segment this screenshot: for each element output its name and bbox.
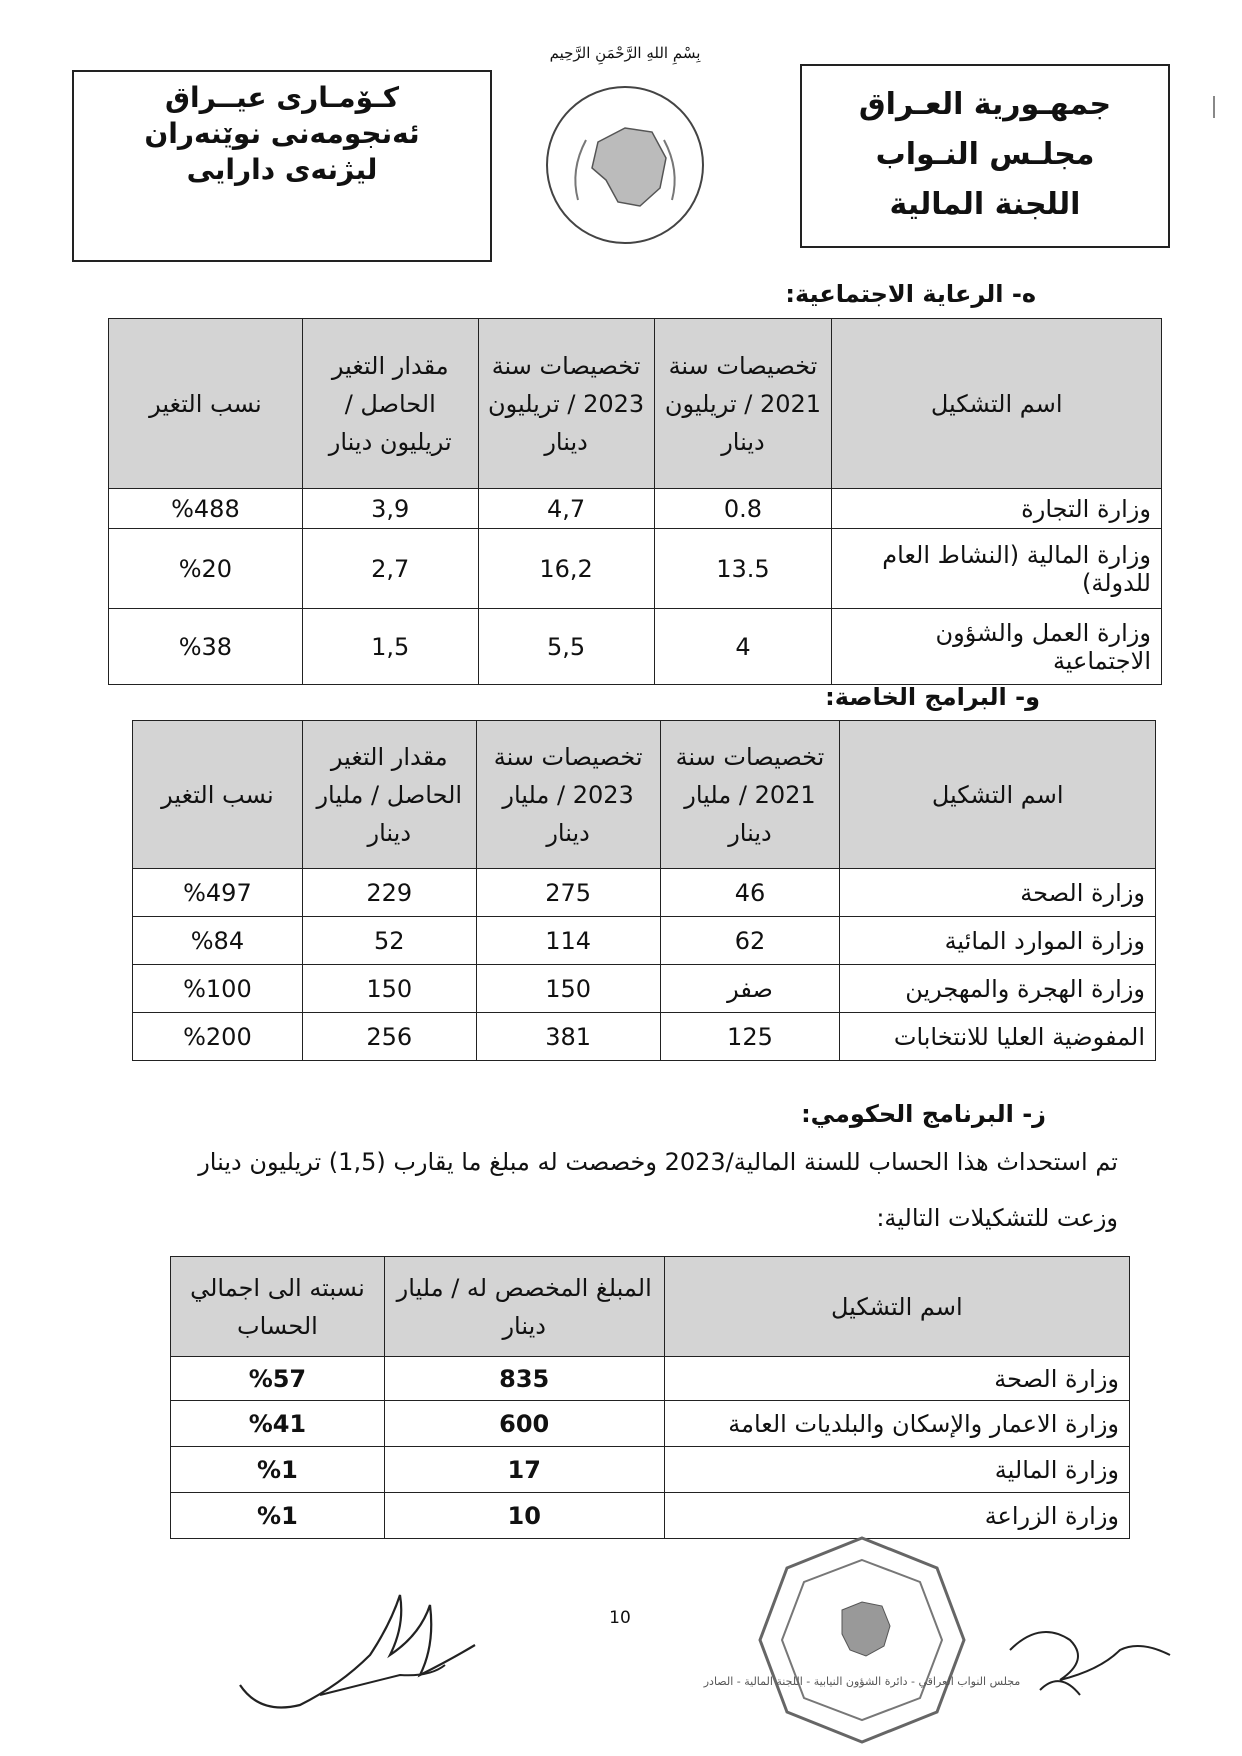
header-right-line-1: جمهـورية العـراق <box>858 87 1112 122</box>
header-cell: اسم التشكيل <box>840 721 1156 869</box>
cell-2023: 16,2 <box>478 529 654 609</box>
social-welfare-table <box>108 318 1162 685</box>
table-row <box>133 917 1156 965</box>
table-header-row <box>133 721 1156 869</box>
margin-mark <box>1213 96 1215 118</box>
header-left-line-1: كـۆمـارى عيــراق <box>164 81 400 114</box>
cell-name: وزارة الهجرة والمهجرين <box>840 965 1156 1013</box>
cell-pct: %1 <box>171 1493 385 1539</box>
header-cell: تخصيصات سنة 2021 / تريليون دينار <box>654 319 832 489</box>
cell-pct: %488 <box>109 489 303 529</box>
table-row <box>133 965 1156 1013</box>
stamp-text: مجلس النواب العراقي - دائرة الشؤون النيابية - اللجنة المالية - الصادر <box>703 1675 1021 1688</box>
cell-pct: %41 <box>171 1401 385 1447</box>
cell-2023: 381 <box>476 1013 660 1061</box>
cell-2021: 125 <box>660 1013 840 1061</box>
cell-pct: %84 <box>133 917 303 965</box>
cell-name: وزارة الموارد المائية <box>840 917 1156 965</box>
cell-change: 52 <box>302 917 476 965</box>
header-cell: اسم التشكيل <box>664 1257 1129 1357</box>
cell-name: وزارة العمل والشؤون الاجتماعية <box>832 609 1162 685</box>
header-right-box <box>800 64 1170 248</box>
header-left-line-2: ئەنجومەنى نوێنەران <box>144 117 420 150</box>
cell-name: وزارة المالية (النشاط العام للدولة) <box>832 529 1162 609</box>
cell-pct: %100 <box>133 965 303 1013</box>
cell-name: وزارة الاعمار والإسكان والبلديات العامة <box>664 1401 1129 1447</box>
signature-left <box>230 1565 490 1735</box>
header-cell: تخصيصات سنة 2023 / تريليون دينار <box>478 319 654 489</box>
cell-pct: %38 <box>109 609 303 685</box>
section-w-title: و- البرامج الخاصة: <box>825 683 1040 711</box>
table-row <box>109 529 1162 609</box>
cell-change: 3,9 <box>302 489 478 529</box>
table-header-row <box>171 1257 1130 1357</box>
cell-pct: %20 <box>109 529 303 609</box>
table-row <box>133 1013 1156 1061</box>
cell-2021: 46 <box>660 869 840 917</box>
cell-2023: 114 <box>476 917 660 965</box>
basmala: بِسْمِ اللهِ الرَّحْمَنِ الرَّحِيم <box>549 44 701 62</box>
header-left-line-3: لیژنەی دارایی <box>186 153 378 186</box>
cell-2021: صفر <box>660 965 840 1013</box>
parliament-emblem <box>540 80 710 250</box>
table-row <box>133 869 1156 917</box>
cell-change: 150 <box>302 965 476 1013</box>
cell-2021: 0.8 <box>654 489 832 529</box>
cell-pct: %57 <box>171 1357 385 1401</box>
cell-name: وزارة الصحة <box>840 869 1156 917</box>
cell-2023: 150 <box>476 965 660 1013</box>
page-number: 10 <box>609 1608 631 1628</box>
header-cell: تخصيصات سنة 2023 / مليار دينار <box>476 721 660 869</box>
section-z-title: ز- البرنامج الحكومي: <box>801 1100 1046 1128</box>
special-programs-table <box>132 720 1156 1061</box>
cell-name: المفوضية العليا للانتخابات <box>840 1013 1156 1061</box>
government-program-table <box>170 1256 1130 1539</box>
cell-change: 2,7 <box>302 529 478 609</box>
cell-pct: %497 <box>133 869 303 917</box>
cell-pct: %200 <box>133 1013 303 1061</box>
header-cell: مقدار التغير الحاصل / مليار دينار <box>302 721 476 869</box>
cell-pct: %1 <box>171 1447 385 1493</box>
section-h-title: ه- الرعاية الاجتماعية: <box>785 280 1036 308</box>
cell-2021: 62 <box>660 917 840 965</box>
header-right-line-2: مجلـس النـواب <box>875 137 1095 172</box>
cell-change: 1,5 <box>302 609 478 685</box>
cell-amount: 835 <box>384 1357 664 1401</box>
cell-amount: 600 <box>384 1401 664 1447</box>
table-row <box>109 489 1162 529</box>
cell-change: 256 <box>302 1013 476 1061</box>
header-cell: تخصيصات سنة 2021 / مليار دينار <box>660 721 840 869</box>
header-left-box <box>72 70 492 262</box>
cell-2021: 13.5 <box>654 529 832 609</box>
cell-amount: 10 <box>384 1493 664 1539</box>
table-row <box>171 1447 1130 1493</box>
header-cell: نسب التغير <box>109 319 303 489</box>
section-z-paragraph: تم استحداث هذا الحساب للسنة المالية/2023 وخصصت له مبلغ ما يقارب (1,5) تريليون دينار وزعت للتشكيلات التالية: <box>198 1148 1118 1232</box>
cell-2023: 5,5 <box>478 609 654 685</box>
cell-change: 229 <box>302 869 476 917</box>
header-cell: نسب التغير <box>133 721 303 869</box>
signature-right <box>1000 1600 1190 1720</box>
cell-name: وزارة التجارة <box>832 489 1162 529</box>
cell-amount: 17 <box>384 1447 664 1493</box>
table-header-row <box>109 319 1162 489</box>
header-right-line-3: اللجنة المالية <box>889 187 1081 222</box>
header-cell: نسبته الى اجمالي الحساب <box>171 1257 385 1357</box>
header-cell: المبلغ المخصص له / مليار دينار <box>384 1257 664 1357</box>
cell-2023: 275 <box>476 869 660 917</box>
cell-name: وزارة الزراعة <box>664 1493 1129 1539</box>
official-stamp <box>703 1530 1021 1750</box>
header-cell: مقدار التغير الحاصل / تريليون دينار <box>302 319 478 489</box>
table-row <box>171 1401 1130 1447</box>
cell-2021: 4 <box>654 609 832 685</box>
cell-2023: 4,7 <box>478 489 654 529</box>
header-cell: اسم التشكيل <box>832 319 1162 489</box>
table-row <box>109 609 1162 685</box>
table-row <box>171 1357 1130 1401</box>
cell-name: وزارة المالية <box>664 1447 1129 1493</box>
table-row <box>171 1493 1130 1539</box>
cell-name: وزارة الصحة <box>664 1357 1129 1401</box>
